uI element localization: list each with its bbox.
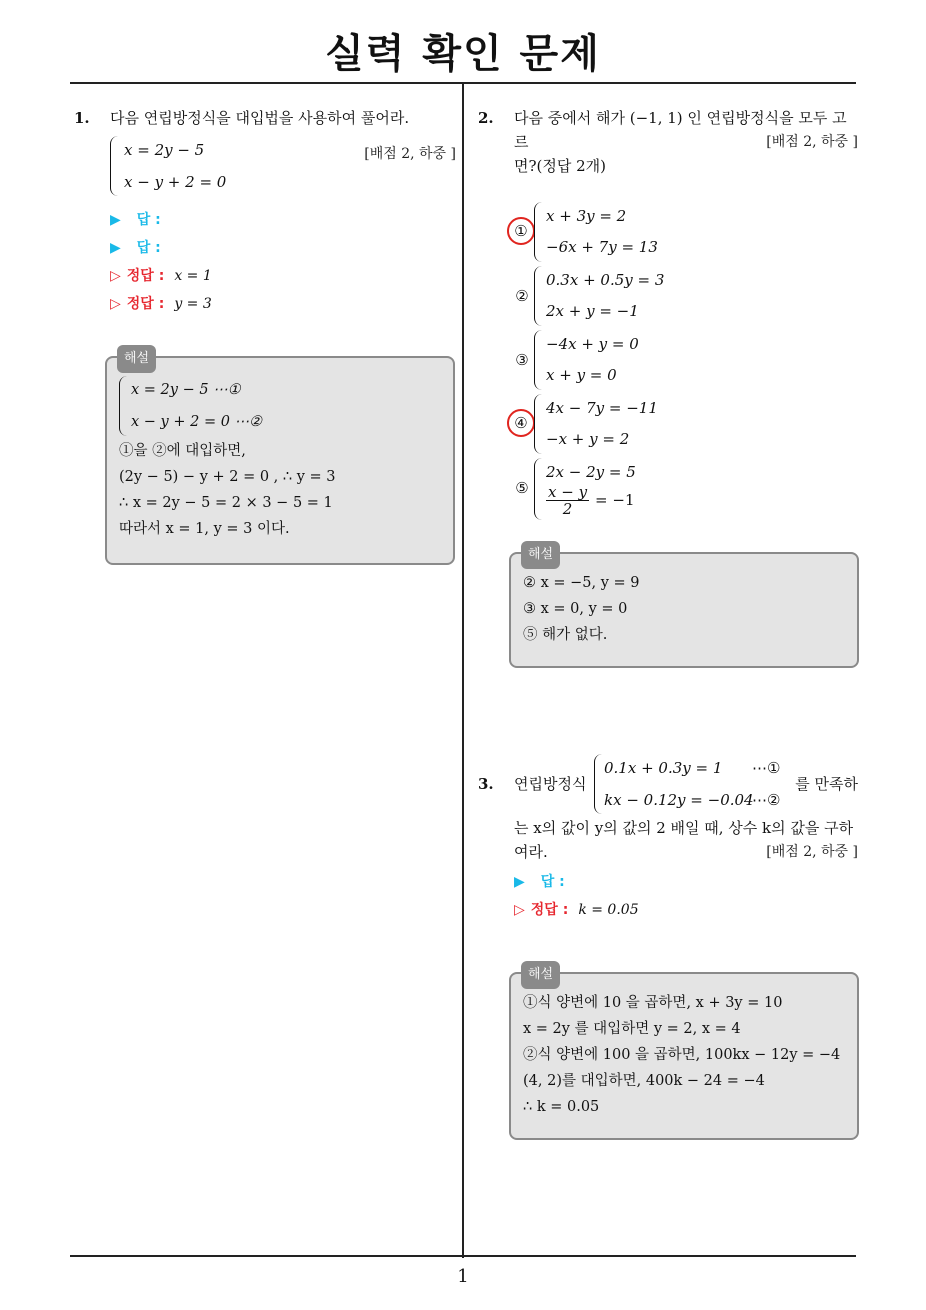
correct-label: 정답 : (126, 268, 165, 284)
explanation-line: ∴ k = 0.05 (523, 1099, 600, 1115)
answer-label: 답 : (136, 240, 161, 256)
question-number: 2. (478, 109, 494, 127)
question-text-line-1: 다음 중에서 해가 (−1, 1) 인 연립방정식을 모두 고르 (514, 109, 847, 151)
explanation-line: ①식 양변에 10 을 곱하면, x + 3y = 10 (523, 995, 783, 1011)
question-number: 3. (478, 775, 494, 793)
equation-system (110, 134, 456, 198)
question-1 (74, 106, 456, 318)
correct-value: y = 3 (174, 296, 212, 312)
question-tail: 를 만족하 (795, 775, 858, 793)
explanation-tag: 해설 (521, 961, 560, 989)
circled-choice-mark: ① (507, 217, 535, 245)
column-divider (462, 83, 464, 1258)
brace (534, 458, 543, 520)
equation-2: −6x + 7y = 13 (546, 238, 658, 256)
answer-label: 답 : (540, 874, 565, 890)
explanation-line: 따라서 x = 1, y = 3 이다. (119, 521, 290, 537)
equation-2: x − y + 2 = 0 (124, 173, 227, 191)
question-text-line-3: 여라. (514, 843, 548, 861)
equation-1: 4x − 7y = −11 (546, 399, 658, 417)
equation-1: 0.3x + 0.5y = 3 (546, 271, 665, 289)
option-5[interactable] (504, 456, 858, 520)
arrow-icon: ▶ (110, 240, 121, 256)
explanation-tag: 해설 (521, 541, 560, 569)
question-number: 1. (74, 109, 90, 127)
equation-system (119, 374, 439, 438)
arrow-icon: ▶ (514, 874, 525, 890)
bottom-rule (70, 1255, 856, 1257)
correct-value: k = 0.05 (578, 902, 639, 918)
equation-1: x + 3y = 2 (546, 207, 627, 225)
explanation-line: ② x = −5, y = 9 (523, 575, 640, 591)
brace (110, 136, 119, 196)
score-label: [배점 2, 하중 ] (766, 134, 858, 150)
equation-2: −x + y = 2 (546, 430, 630, 448)
equation-2: x + y = 0 (546, 366, 617, 384)
option-4[interactable] (504, 392, 858, 456)
fraction (546, 484, 589, 517)
explanation-line: x = 2y 를 대입하면 y = 2, x = 4 (523, 1021, 741, 1037)
option-list (504, 200, 858, 520)
correct-answer-row (110, 262, 456, 290)
equation-2: x − y + 2 = 0 ⋯② (131, 414, 263, 430)
brace (119, 376, 128, 436)
explanation-box (105, 351, 455, 565)
answer-row (514, 868, 858, 896)
equation-2 (546, 484, 635, 517)
hollow-arrow-icon: ▷ (110, 296, 121, 312)
answer-label: 답 : (136, 212, 161, 228)
question-2 (478, 106, 858, 520)
explanation-tag: 해설 (117, 345, 156, 373)
equation-1: 0.1x + 0.3y = 1 (604, 759, 723, 777)
answer-row (110, 206, 456, 234)
explanation-box (509, 547, 859, 668)
correct-answer-row (110, 290, 456, 318)
numerator: x − y (548, 483, 588, 501)
question-3 (478, 752, 858, 924)
hollow-arrow-icon: ▷ (110, 268, 121, 284)
equation-2: kx − 0.12y = −0.04 (604, 791, 754, 809)
arrow-icon: ▶ (110, 212, 121, 228)
hollow-arrow-icon: ▷ (514, 902, 525, 918)
option-3[interactable] (504, 328, 858, 392)
score-label: [배점 2, 하중 ] (364, 146, 456, 162)
denominator: 2 (562, 500, 573, 518)
equation-2-tag: ⋯② (752, 791, 781, 809)
brace (534, 202, 543, 262)
question-text: 다음 연립방정식을 대입법을 사용하여 풀어라. (110, 109, 410, 127)
brace (534, 330, 543, 390)
explanation-line: ⑤ 해가 없다. (523, 627, 608, 643)
explanation-line: ∴ x = 2y − 5 = 2 × 3 − 5 = 1 (119, 495, 333, 511)
score-label: [배점 2, 하중 ] (766, 844, 858, 860)
brace (594, 754, 603, 814)
correct-label: 정답 : (126, 296, 165, 312)
correct-value: x = 1 (174, 268, 212, 284)
choice-mark: ② (515, 287, 529, 305)
equation-1: 2x − 2y = 5 (546, 463, 636, 481)
choice-mark: ③ (515, 351, 529, 369)
equation-rest: = −1 (595, 490, 635, 509)
option-1[interactable] (504, 200, 858, 264)
correct-answer-row (514, 896, 858, 924)
question-text-line-2: 는 x의 값이 y의 값의 2 배일 때, 상수 k의 값을 구하 (514, 819, 854, 837)
page-title: 실력 확인 문제 (325, 31, 601, 77)
explanation-line: ②식 양변에 100 을 곱하면, 100kx − 12y = −4 (523, 1047, 841, 1063)
question-text-line-2: 면?(정답 2개) (514, 157, 607, 175)
explanation-line: (4, 2)를 대입하면, 400k − 24 = −4 (523, 1073, 765, 1089)
explanation-line: ①을 ②에 대입하면, (119, 443, 246, 459)
equation-1-tag: ⋯① (752, 759, 781, 777)
explanation-box (509, 967, 859, 1140)
page-number: 1 (457, 1266, 469, 1287)
explanation-line: (2y − 5) − y + 2 = 0 , ∴ y = 3 (119, 469, 336, 485)
equation-1: x = 2y − 5 (124, 141, 205, 159)
explanation-line: ③ x = 0, y = 0 (523, 601, 628, 617)
equation-2: 2x + y = −1 (546, 302, 639, 320)
correct-label: 정답 : (530, 902, 569, 918)
circled-choice-mark: ④ (507, 409, 535, 437)
choice-mark: ⑤ (515, 479, 529, 497)
brace (534, 394, 543, 454)
equation-1: x = 2y − 5 ⋯① (131, 382, 241, 398)
brace (534, 266, 543, 326)
answer-row (110, 234, 456, 262)
option-2[interactable] (504, 264, 858, 328)
question-lead: 연립방정식 (514, 775, 587, 793)
equation-1: −4x + y = 0 (546, 335, 639, 353)
equation-system (594, 752, 794, 816)
